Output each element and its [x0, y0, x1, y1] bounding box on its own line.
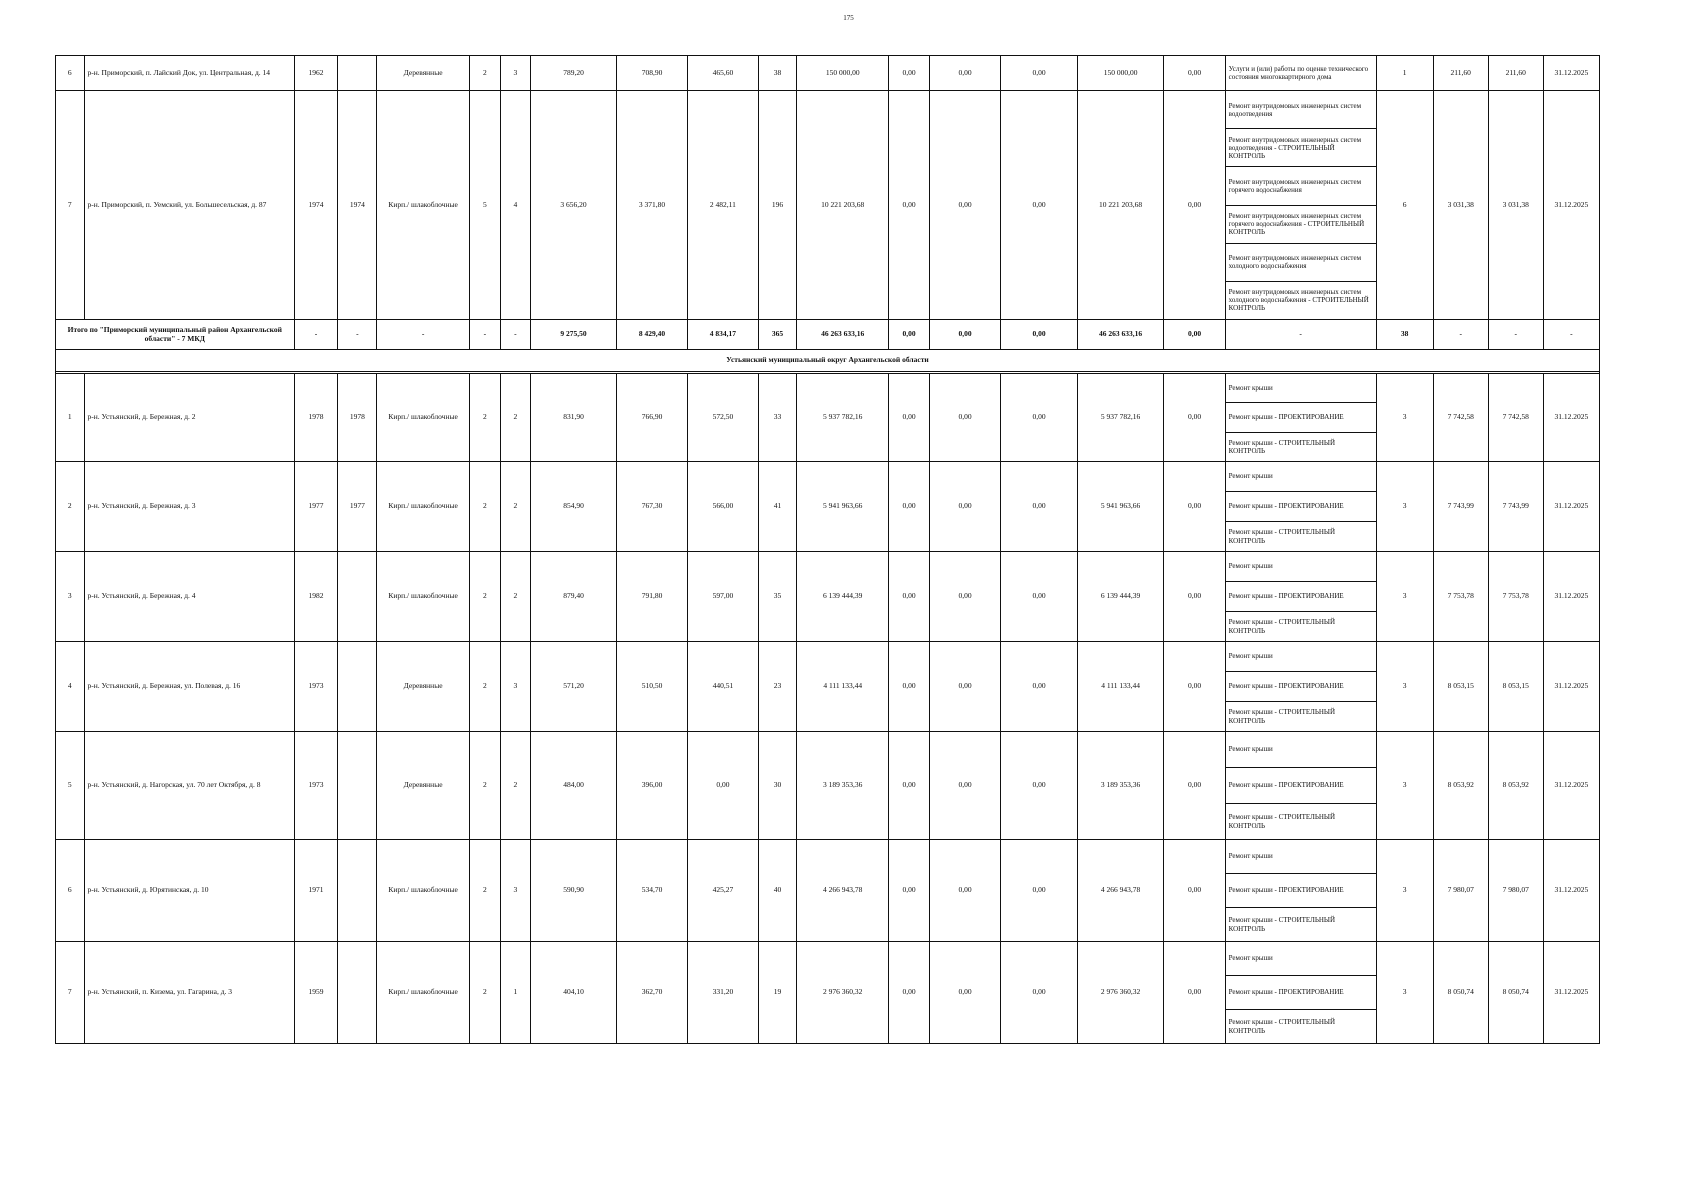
address: р-н. Приморский, п. Уемский, ул. Большесельская, д. 87 — [84, 91, 294, 320]
wall-material: Кирп./ шлакоблочные — [377, 840, 470, 942]
year-renovated — [338, 840, 377, 942]
area-total: 590,90 — [531, 840, 617, 942]
residents: 19 — [758, 942, 797, 1044]
works-list — [1225, 462, 1376, 552]
fund-3: 0,00 — [1001, 942, 1077, 1044]
address: р-н. Устьянский, д. Нагорская, ул. 70 лет Октября, д. 8 — [84, 732, 294, 840]
total-dash: - — [500, 320, 531, 350]
work-item: Ремонт крыши — [1226, 732, 1376, 768]
fund-2: 0,00 — [929, 642, 1000, 732]
unit-cost: 7 743,99 — [1433, 462, 1488, 552]
fund-owners: 2 976 360,32 — [1077, 942, 1164, 1044]
table-row — [56, 642, 1600, 732]
fund-2: 0,00 — [929, 91, 1000, 320]
fund-1: 0,00 — [889, 56, 930, 91]
fund-3: 0,00 — [1001, 56, 1077, 91]
area-owned: 465,60 — [688, 56, 758, 91]
floors: 2 — [470, 642, 501, 732]
address: р-н. Устьянский, п. Кизема, ул. Гагарина, д. 3 — [84, 942, 294, 1044]
works-count: 3 — [1376, 732, 1433, 840]
section-header-row — [56, 350, 1600, 372]
works-count: 3 — [1376, 462, 1433, 552]
area-residential: 766,90 — [616, 374, 687, 462]
unit-cost: 7 980,07 — [1433, 840, 1488, 942]
work-item: Услуги и (или) работы по оценке технического состояния многоквартирного дома — [1228, 64, 1369, 81]
fund-2: 0,00 — [929, 840, 1000, 942]
entrances: 3 — [500, 642, 531, 732]
work-item: Ремонт крыши - СТРОИТЕЛЬНЫЙ КОНТРОЛЬ — [1228, 1018, 1336, 1035]
total-fund2: 0,00 — [929, 320, 1000, 350]
deadline: 31.12.2025 — [1543, 942, 1599, 1044]
area-owned: 572,50 — [688, 374, 758, 462]
cost-total: 5 941 963,66 — [797, 462, 889, 552]
page-number: 175 — [843, 14, 854, 22]
work-item: Ремонт внутридомовых инженерных систем водоотведения — [1226, 91, 1376, 129]
entrances: 2 — [500, 732, 531, 840]
wall-material: Кирп./ шлакоблочные — [377, 91, 470, 320]
work-item: Ремонт крыши — [1226, 462, 1376, 492]
residents: 30 — [758, 732, 797, 840]
address: р-н. Устьянский, д. Бережная, ул. Полевая, д. 16 — [84, 642, 294, 732]
wall-material: Деревянные — [377, 56, 470, 91]
row-number: 7 — [56, 91, 85, 320]
works-list — [1225, 552, 1376, 642]
works-list — [1225, 732, 1376, 840]
total-fund1: 0,00 — [889, 320, 930, 350]
work-item: Ремонт крыши - ПРОЕКТИРОВАНИЕ — [1226, 976, 1376, 1010]
entrances: 3 — [500, 56, 531, 91]
unit-cost: 3 031,38 — [1433, 91, 1488, 320]
unit-cost: 8 053,15 — [1433, 642, 1488, 732]
fund-2: 0,00 — [929, 732, 1000, 840]
table-row — [56, 91, 1600, 320]
year-renovated — [338, 642, 377, 732]
work-item: Ремонт крыши - СТРОИТЕЛЬНЫЙ КОНТРОЛЬ — [1228, 708, 1336, 725]
fund-owners: 6 139 444,39 — [1077, 552, 1164, 642]
work-item: Ремонт крыши - СТРОИТЕЛЬНЫЙ КОНТРОЛЬ — [1228, 618, 1336, 635]
floors: 2 — [470, 840, 501, 942]
deadline: 31.12.2025 — [1543, 56, 1599, 91]
max-cost: 7 753,78 — [1488, 552, 1543, 642]
year-built: 1962 — [294, 56, 338, 91]
area-residential: 708,90 — [616, 56, 687, 91]
area-residential: 534,70 — [616, 840, 687, 942]
work-item: Ремонт внутридомовых инженерных систем водоотведения - СТРОИТЕЛЬНЫЙ КОНТРОЛЬ — [1226, 129, 1376, 167]
address: р-н. Устьянский, д. Бережная, д. 2 — [84, 374, 294, 462]
work-item: Ремонт крыши - ПРОЕКТИРОВАНИЕ — [1226, 403, 1376, 432]
total-dash: - — [1543, 320, 1599, 350]
total-residents: 365 — [758, 320, 797, 350]
total-area-total: 9 275,50 — [531, 320, 617, 350]
total-dash: - — [1488, 320, 1543, 350]
fund-other: 0,00 — [1164, 56, 1225, 91]
deadline: 31.12.2025 — [1543, 840, 1599, 942]
entrances: 2 — [500, 552, 531, 642]
year-built: 1973 — [294, 642, 338, 732]
table-row — [56, 374, 1600, 462]
floors: 2 — [470, 462, 501, 552]
entrances: 2 — [500, 374, 531, 462]
area-total: 854,90 — [531, 462, 617, 552]
entrances: 3 — [500, 840, 531, 942]
row-number: 4 — [56, 642, 85, 732]
works-count: 3 — [1376, 942, 1433, 1044]
work-item: Ремонт внутридомовых инженерных систем горячего водоснабжения - СТРОИТЕЛЬНЫЙ КОНТРОЛЬ — [1226, 206, 1376, 244]
fund-other: 0,00 — [1164, 840, 1225, 942]
total-area-owned: 4 834,17 — [688, 320, 758, 350]
table-row — [56, 56, 1600, 91]
fund-1: 0,00 — [889, 552, 930, 642]
works-count: 3 — [1376, 642, 1433, 732]
total-row — [56, 320, 1600, 350]
fund-1: 0,00 — [889, 942, 930, 1044]
area-owned: 331,20 — [688, 942, 758, 1044]
entrances: 2 — [500, 462, 531, 552]
deadline: 31.12.2025 — [1543, 91, 1599, 320]
deadline: 31.12.2025 — [1543, 462, 1599, 552]
row-number: 2 — [56, 462, 85, 552]
area-residential: 396,00 — [616, 732, 687, 840]
fund-1: 0,00 — [889, 732, 930, 840]
cost-total: 4 111 133,44 — [797, 642, 889, 732]
total-label: Итого по "Приморский муниципальный район Архангельской области" - 7 МКД — [56, 320, 295, 350]
work-item: Ремонт внутридомовых инженерных систем холодного водоснабжения — [1226, 244, 1376, 282]
unit-cost: 7 742,58 — [1433, 374, 1488, 462]
work-item: Ремонт крыши — [1226, 840, 1376, 874]
total-dash: - — [1433, 320, 1488, 350]
total-dash: - — [377, 320, 470, 350]
fund-1: 0,00 — [889, 374, 930, 462]
table-row — [56, 552, 1600, 642]
fund-other: 0,00 — [1164, 552, 1225, 642]
address: р-н. Устьянский, д. Бережная, д. 4 — [84, 552, 294, 642]
area-total: 831,90 — [531, 374, 617, 462]
fund-2: 0,00 — [929, 374, 1000, 462]
floors: 2 — [470, 732, 501, 840]
table-body-primorsky — [56, 56, 1600, 320]
residents: 33 — [758, 374, 797, 462]
fund-owners: 3 189 353,36 — [1077, 732, 1164, 840]
address: р-н. Устьянский, д. Юрятинская, д. 10 — [84, 840, 294, 942]
fund-owners: 10 221 203,68 — [1077, 91, 1164, 320]
row-number: 7 — [56, 942, 85, 1044]
cost-total: 3 189 353,36 — [797, 732, 889, 840]
deadline: 31.12.2025 — [1543, 374, 1599, 462]
fund-2: 0,00 — [929, 552, 1000, 642]
table-body-ustyansky — [56, 374, 1600, 1044]
year-built: 1973 — [294, 732, 338, 840]
cost-total: 150 000,00 — [797, 56, 889, 91]
works-list — [1225, 91, 1376, 320]
fund-1: 0,00 — [889, 840, 930, 942]
works-count: 3 — [1376, 840, 1433, 942]
work-item: Ремонт крыши — [1226, 552, 1376, 582]
fund-3: 0,00 — [1001, 552, 1077, 642]
fund-other: 0,00 — [1164, 642, 1225, 732]
area-residential: 767,30 — [616, 462, 687, 552]
fund-owners: 150 000,00 — [1077, 56, 1164, 91]
floors: 2 — [470, 374, 501, 462]
works-count: 3 — [1376, 552, 1433, 642]
year-renovated — [338, 732, 377, 840]
fund-3: 0,00 — [1001, 732, 1077, 840]
works-list — [1225, 56, 1376, 91]
unit-cost: 211,60 — [1433, 56, 1488, 91]
max-cost: 3 031,38 — [1488, 91, 1543, 320]
work-item: Ремонт крыши - ПРОЕКТИРОВАНИЕ — [1226, 874, 1376, 908]
address: р-н. Устьянский, д. Бережная, д. 3 — [84, 462, 294, 552]
entrances: 4 — [500, 91, 531, 320]
area-residential: 362,70 — [616, 942, 687, 1044]
floors: 5 — [470, 91, 501, 320]
works-list — [1225, 942, 1376, 1044]
entrances: 1 — [500, 942, 531, 1044]
works-count: 1 — [1376, 56, 1433, 91]
fund-3: 0,00 — [1001, 840, 1077, 942]
max-cost: 8 050,74 — [1488, 942, 1543, 1044]
work-item: Ремонт крыши - СТРОИТЕЛЬНЫЙ КОНТРОЛЬ — [1228, 528, 1336, 545]
table-total-row-group — [56, 320, 1600, 374]
year-renovated: 1974 — [338, 91, 377, 320]
work-item: Ремонт крыши — [1226, 942, 1376, 976]
work-item: Ремонт внутридомовых инженерных систем холодного водоснабжения - СТРОИТЕЛЬНЫЙ КОНТРОЛЬ — [1228, 288, 1369, 313]
area-residential: 3 371,80 — [616, 91, 687, 320]
max-cost: 7 742,58 — [1488, 374, 1543, 462]
total-fund3: 0,00 — [1001, 320, 1077, 350]
unit-cost: 8 050,74 — [1433, 942, 1488, 1044]
row-number: 6 — [56, 56, 85, 91]
residents: 35 — [758, 552, 797, 642]
wall-material: Кирп./ шлакоблочные — [377, 942, 470, 1044]
wall-material: Деревянные — [377, 642, 470, 732]
max-cost: 8 053,15 — [1488, 642, 1543, 732]
cost-total: 5 937 782,16 — [797, 374, 889, 462]
fund-other: 0,00 — [1164, 91, 1225, 320]
fund-1: 0,00 — [889, 642, 930, 732]
fund-owners: 4 111 133,44 — [1077, 642, 1164, 732]
wall-material: Кирп./ шлакоблочные — [377, 552, 470, 642]
work-item: Ремонт крыши - ПРОЕКТИРОВАНИЕ — [1226, 582, 1376, 612]
works-list — [1225, 840, 1376, 942]
residents: 40 — [758, 840, 797, 942]
row-number: 3 — [56, 552, 85, 642]
total-dash: - — [294, 320, 338, 350]
year-renovated — [338, 552, 377, 642]
fund-owners: 5 941 963,66 — [1077, 462, 1164, 552]
wall-material: Деревянные — [377, 732, 470, 840]
deadline: 31.12.2025 — [1543, 552, 1599, 642]
fund-3: 0,00 — [1001, 374, 1077, 462]
max-cost: 211,60 — [1488, 56, 1543, 91]
row-number: 6 — [56, 840, 85, 942]
total-dash: - — [470, 320, 501, 350]
residents: 41 — [758, 462, 797, 552]
year-renovated: 1977 — [338, 462, 377, 552]
area-owned: 597,00 — [688, 552, 758, 642]
total-dash: - — [1225, 320, 1376, 350]
area-residential: 791,80 — [616, 552, 687, 642]
total-cost: 46 263 633,16 — [797, 320, 889, 350]
table-row — [56, 942, 1600, 1044]
cost-total: 4 266 943,78 — [797, 840, 889, 942]
fund-other: 0,00 — [1164, 462, 1225, 552]
total-fund-other: 0,00 — [1164, 320, 1225, 350]
cost-total: 10 221 203,68 — [797, 91, 889, 320]
row-number: 1 — [56, 374, 85, 462]
year-built: 1971 — [294, 840, 338, 942]
total-fund-owners: 46 263 633,16 — [1077, 320, 1164, 350]
unit-cost: 7 753,78 — [1433, 552, 1488, 642]
max-cost: 7 980,07 — [1488, 840, 1543, 942]
fund-1: 0,00 — [889, 91, 930, 320]
row-number: 5 — [56, 732, 85, 840]
floors: 2 — [470, 56, 501, 91]
fund-2: 0,00 — [929, 462, 1000, 552]
area-owned: 566,00 — [688, 462, 758, 552]
residents: 23 — [758, 642, 797, 732]
total-area-res: 8 429,40 — [616, 320, 687, 350]
residents: 38 — [758, 56, 797, 91]
year-built: 1974 — [294, 91, 338, 320]
year-renovated — [338, 942, 377, 1044]
cost-total: 6 139 444,39 — [797, 552, 889, 642]
residents: 196 — [758, 91, 797, 320]
unit-cost: 8 053,92 — [1433, 732, 1488, 840]
work-item: Ремонт крыши - СТРОИТЕЛЬНЫЙ КОНТРОЛЬ — [1228, 916, 1336, 933]
fund-3: 0,00 — [1001, 642, 1077, 732]
works-list — [1225, 642, 1376, 732]
deadline: 31.12.2025 — [1543, 642, 1599, 732]
area-residential: 510,50 — [616, 642, 687, 732]
work-item: Ремонт крыши — [1226, 642, 1376, 672]
works-count: 3 — [1376, 374, 1433, 462]
fund-1: 0,00 — [889, 462, 930, 552]
work-item: Ремонт крыши — [1226, 374, 1376, 403]
area-total: 571,20 — [531, 642, 617, 732]
cost-total: 2 976 360,32 — [797, 942, 889, 1044]
area-total: 879,40 — [531, 552, 617, 642]
section-title: Устьянский муниципальный округ Архангельской области — [56, 350, 1600, 372]
floors: 2 — [470, 942, 501, 1044]
work-item: Ремонт крыши - СТРОИТЕЛЬНЫЙ КОНТРОЛЬ — [1228, 438, 1336, 455]
wall-material: Кирп./ шлакоблочные — [377, 374, 470, 462]
fund-other: 0,00 — [1164, 374, 1225, 462]
table-row — [56, 732, 1600, 840]
floors: 2 — [470, 552, 501, 642]
table-row — [56, 462, 1600, 552]
work-item: Ремонт крыши - ПРОЕКТИРОВАНИЕ — [1226, 672, 1376, 702]
total-works-count: 38 — [1376, 320, 1433, 350]
work-item: Ремонт внутридомовых инженерных систем горячего водоснабжения — [1226, 167, 1376, 205]
area-owned: 425,27 — [688, 840, 758, 942]
area-owned: 2 482,11 — [688, 91, 758, 320]
capital-repair-register-table — [55, 55, 1600, 1044]
works-list — [1225, 374, 1376, 462]
works-count: 6 — [1376, 91, 1433, 320]
work-item: Ремонт крыши - СТРОИТЕЛЬНЫЙ КОНТРОЛЬ — [1228, 813, 1336, 830]
fund-2: 0,00 — [929, 942, 1000, 1044]
fund-2: 0,00 — [929, 56, 1000, 91]
year-renovated — [338, 56, 377, 91]
deadline: 31.12.2025 — [1543, 732, 1599, 840]
area-total: 3 656,20 — [531, 91, 617, 320]
fund-3: 0,00 — [1001, 462, 1077, 552]
work-item: Ремонт крыши - ПРОЕКТИРОВАНИЕ — [1226, 492, 1376, 522]
area-total: 789,20 — [531, 56, 617, 91]
max-cost: 8 053,92 — [1488, 732, 1543, 840]
year-renovated: 1978 — [338, 374, 377, 462]
table-row — [56, 840, 1600, 942]
max-cost: 7 743,99 — [1488, 462, 1543, 552]
fund-3: 0,00 — [1001, 91, 1077, 320]
wall-material: Кирп./ шлакоблочные — [377, 462, 470, 552]
year-built: 1982 — [294, 552, 338, 642]
year-built: 1959 — [294, 942, 338, 1044]
fund-other: 0,00 — [1164, 732, 1225, 840]
address: р-н. Приморский, п. Лайский Док, ул. Центральная, д. 14 — [84, 56, 294, 91]
fund-owners: 4 266 943,78 — [1077, 840, 1164, 942]
fund-owners: 5 937 782,16 — [1077, 374, 1164, 462]
work-item: Ремонт крыши - ПРОЕКТИРОВАНИЕ — [1226, 768, 1376, 804]
area-owned: 440,51 — [688, 642, 758, 732]
total-dash: - — [338, 320, 377, 350]
area-total: 484,00 — [531, 732, 617, 840]
area-owned: 0,00 — [688, 732, 758, 840]
year-built: 1977 — [294, 462, 338, 552]
year-built: 1978 — [294, 374, 338, 462]
fund-other: 0,00 — [1164, 942, 1225, 1044]
area-total: 404,10 — [531, 942, 617, 1044]
